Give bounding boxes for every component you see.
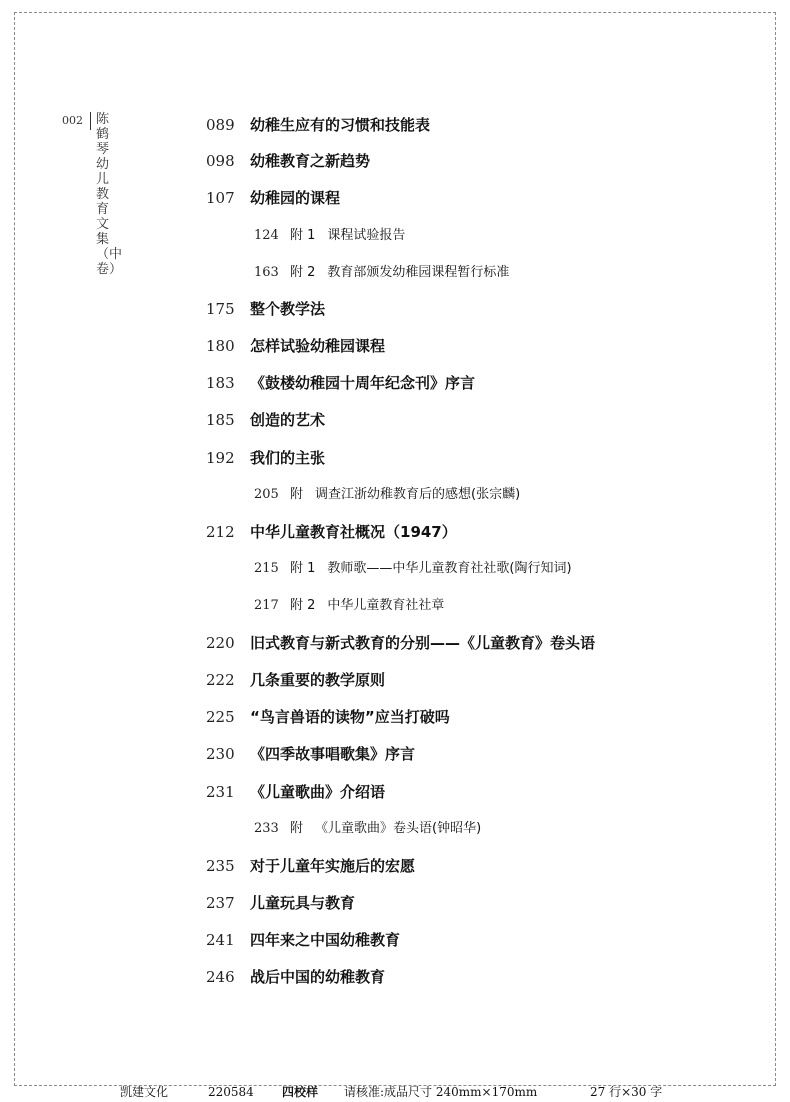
- toc-page-number: 205: [254, 487, 279, 502]
- toc-page-number: 225: [206, 708, 235, 726]
- toc-page-number: 098: [206, 152, 235, 170]
- toc-page-number: 233: [254, 821, 279, 836]
- toc-entry: [206, 520, 457, 544]
- toc-title: 幼稚园的课程: [250, 189, 341, 207]
- toc-title: 教师歌——中华儿童教育社社歌(陶行知词): [327, 561, 572, 576]
- running-head-divider: [90, 112, 91, 130]
- toc-page-number: 246: [206, 968, 235, 986]
- toc-title: 中华儿童教育社社章: [327, 598, 445, 613]
- footer-size-spec: 请核准:成品尺寸 240mm×170mm: [344, 1085, 538, 1099]
- toc-appendix-label: 附: [290, 821, 304, 836]
- print-footer: [0, 1083, 790, 1102]
- toc-title: 幼稚生应有的习惯和技能表: [250, 116, 431, 134]
- toc-title: 《鼓楼幼稚园十周年纪念刊》序言: [250, 374, 476, 392]
- toc-title: 对于儿童年实施后的宏愿: [250, 857, 416, 875]
- toc-page-number: 175: [206, 300, 235, 318]
- toc-page-number: 124: [254, 228, 279, 243]
- toc-page-number: 185: [206, 411, 235, 429]
- footer-grid-spec: 27 行×30 字: [590, 1085, 663, 1099]
- toc-entry: [206, 113, 430, 137]
- toc-title: 儿童玩具与教育: [250, 894, 356, 912]
- toc-title: 《儿童歌曲》介绍语: [250, 783, 386, 801]
- toc-appendix-label: 附: [290, 487, 304, 502]
- toc-title: 四年来之中国幼稚教育: [250, 931, 401, 949]
- toc-page-number: 241: [206, 931, 235, 949]
- toc-title: 战后中国的幼稚教育: [250, 968, 386, 986]
- toc-title: 教育部颁发幼稚园课程暂行标准: [327, 265, 510, 280]
- toc-title: “鸟言兽语的读物”应当打破吗: [250, 708, 450, 726]
- toc-entry: [206, 965, 385, 989]
- toc-appendix-label: 附 1: [290, 561, 316, 576]
- toc-appendix-label: 附 2: [290, 265, 316, 280]
- toc-entry: [206, 742, 415, 766]
- toc-page-number: 180: [206, 337, 235, 355]
- toc-sub-entry: [254, 557, 572, 581]
- toc-title: 幼稚教育之新趋势: [250, 152, 371, 170]
- toc-entry: [206, 446, 325, 470]
- toc-title: 课程试验报告: [327, 228, 406, 243]
- toc-appendix-label: 附 2: [290, 598, 316, 613]
- toc-entry: [206, 334, 385, 358]
- toc-title: 整个教学法: [250, 300, 326, 318]
- page-frame: [14, 12, 776, 1086]
- toc-appendix-label: 附 1: [290, 228, 316, 243]
- toc-page-number: 212: [206, 523, 235, 541]
- toc-title: 《儿童歌曲》卷头语(钟昭华): [315, 821, 482, 836]
- toc-sub-entry: [254, 594, 444, 618]
- toc-page-number: 215: [254, 561, 279, 576]
- toc-page-number: 183: [206, 374, 235, 392]
- toc-title: 旧式教育与新式教育的分别——《儿童教育》卷头语: [250, 634, 596, 652]
- toc-page-number: 235: [206, 857, 235, 875]
- toc-title: 几条重要的教学原则: [250, 671, 386, 689]
- toc-page-number: 237: [206, 894, 235, 912]
- toc-page-number: 163: [254, 265, 279, 280]
- page-number: 002: [62, 114, 83, 127]
- toc-entry: [206, 149, 370, 173]
- toc-sub-entry: [254, 817, 481, 841]
- toc-title: 创造的艺术: [250, 411, 326, 429]
- toc-title: 调查江浙幼稚教育后的感想(张宗麟): [315, 487, 521, 502]
- toc-page-number: 230: [206, 745, 235, 763]
- toc-page-number: 217: [254, 598, 279, 613]
- toc-sub-entry: [254, 224, 405, 248]
- footer-proof-stage: 四校样: [282, 1085, 319, 1099]
- toc-entry: [206, 371, 475, 395]
- toc-sub-entry: [254, 483, 520, 507]
- toc-page-number: 231: [206, 783, 235, 801]
- footer-publisher: 凯建文化: [120, 1085, 169, 1099]
- toc-entry: [206, 297, 325, 321]
- toc-entry: [206, 631, 595, 655]
- toc-page-number: 192: [206, 449, 235, 467]
- toc-title: 《四季故事唱歌集》序言: [250, 745, 416, 763]
- toc-sub-entry: [254, 261, 509, 285]
- toc-page-number: 089: [206, 116, 235, 134]
- toc-entry: [206, 668, 385, 692]
- toc-entry: [206, 780, 385, 804]
- toc-page-number: 222: [206, 671, 235, 689]
- toc-title: 我们的主张: [250, 449, 326, 467]
- toc-entry: [206, 928, 400, 952]
- toc-entry: [206, 186, 340, 210]
- toc-entry: [206, 854, 415, 878]
- toc-title: 中华儿童教育社概况（1947）: [250, 523, 457, 541]
- toc-page-number: 220: [206, 634, 235, 652]
- toc-entry: [206, 891, 355, 915]
- running-head: 陈鹤琴幼儿教育文集（中卷）: [96, 112, 123, 277]
- toc-title: 怎样试验幼稚园课程: [250, 337, 386, 355]
- toc-page-number: 107: [206, 189, 235, 207]
- toc-entry: [206, 408, 325, 432]
- footer-code: 220584: [208, 1085, 254, 1099]
- toc-entry: [206, 705, 450, 729]
